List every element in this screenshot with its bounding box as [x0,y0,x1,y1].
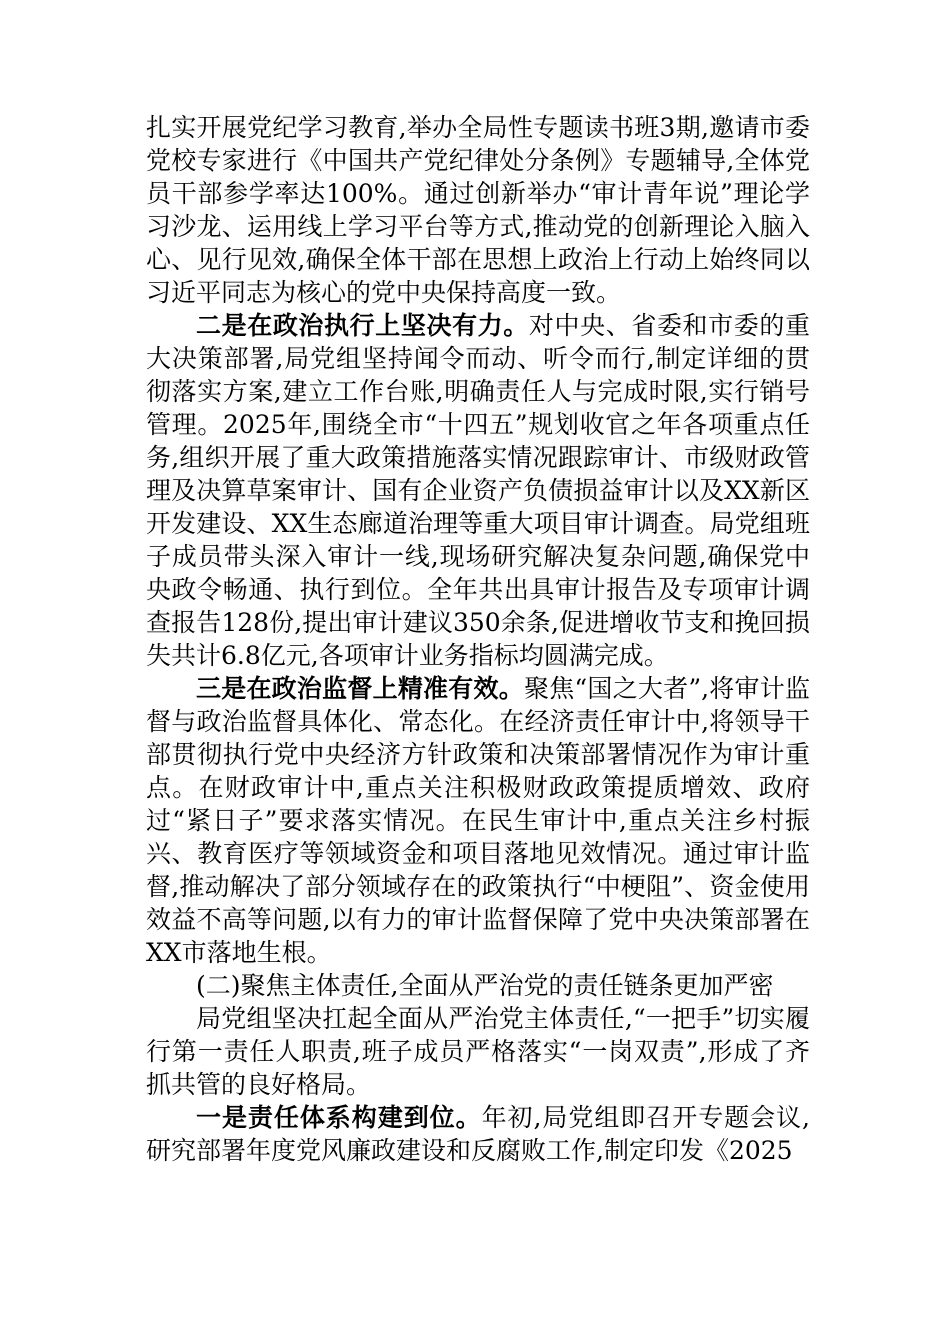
paragraph-text: 局党组坚决扛起全面从严治党主体责任,“一把手”切实履行第一责任人职责,班子成员严格落实“一岗双责”,形成了齐抓共管的良好格局。 [146,1004,810,1099]
document-page [146,111,810,1167]
paragraph-text: 聚焦“国之大者”,将审计监督与政治监督具体化、常态化。在经济责任审计中,将领导干部贯彻执行党中央经济方针政策和决策部署情况作为审计重点。在财政审计中,重点关注积极财政政策提质增效、政府过“紧日子”要求落实情况。在民生审计中,重点关注乡村振兴、教育医疗等领域资金和项目落地见效情况。通过审计监督,推动解决了部分领域存在的政策执行“中梗阻”、资金使用效益不高等问题,以有力的审计监督保障了党中央决策部署在XX市落地生根。 [146,674,810,967]
paragraph-text: 扎实开展党纪学习教育,举办全局性专题读书班3期,邀请市委党校专家进行《中国共产党纪律处分条例》专题辅导,全体党员干部参学率达100%。通过创新举办“审计青年说”理论学习沙龙、运用线上学习平台等方式,推动党的创新理论入脑入心、见行见效,确保全体干部在思想上政治上行动上始终同以习近平同志为核心的党中央保持高度一致。 [146,113,810,307]
paragraph-responsibility-system [146,1101,810,1167]
paragraph-text: 年初,局党组即召开专题会议,研究部署年度党风廉政建设和反腐败工作,制定印发《2025 [146,1103,810,1165]
paragraph-party-discipline-study [146,111,810,309]
section-heading-main-responsibility [146,969,810,1002]
paragraph-text: 对中央、省委和市委的重大决策部署,局党组坚持闻令而动、听令而行,制定详细的贯彻落实方案,建立工作台账,明确责任人与完成时限,实行销号管理。2025年,围绕全市“十四五”规划收官之年各项重点任务,组织开展了重大政策措施落实情况跟踪审计、市级财政管理及决算草案审计、国有企业资产负债损益审计以及XX新区开发建设、XX生态廊道治理等重大项目审计调查。局党组班子成员带头深入审计一线,现场研究解决复杂问题,确保党中央政令畅通、执行到位。全年共出具审计报告及专项审计调查报告128份,提出审计建议350余条,促进增收节支和挽回损失共计6.8亿元,各项审计业务指标均圆满完成。 [146,311,810,670]
paragraph-lead: 二是在政治执行上坚决有力。 [196,311,529,340]
paragraph-political-supervision [146,672,810,969]
paragraph-political-execution [146,309,810,672]
paragraph-lead: 三是在政治监督上精准有效。 [196,674,524,703]
paragraph-lead: 一是责任体系构建到位。 [196,1103,482,1132]
paragraph-responsibility-overview [146,1002,810,1101]
section-heading-text: (二)聚焦主体责任,全面从严治党的责任链条更加严密 [196,971,774,1000]
